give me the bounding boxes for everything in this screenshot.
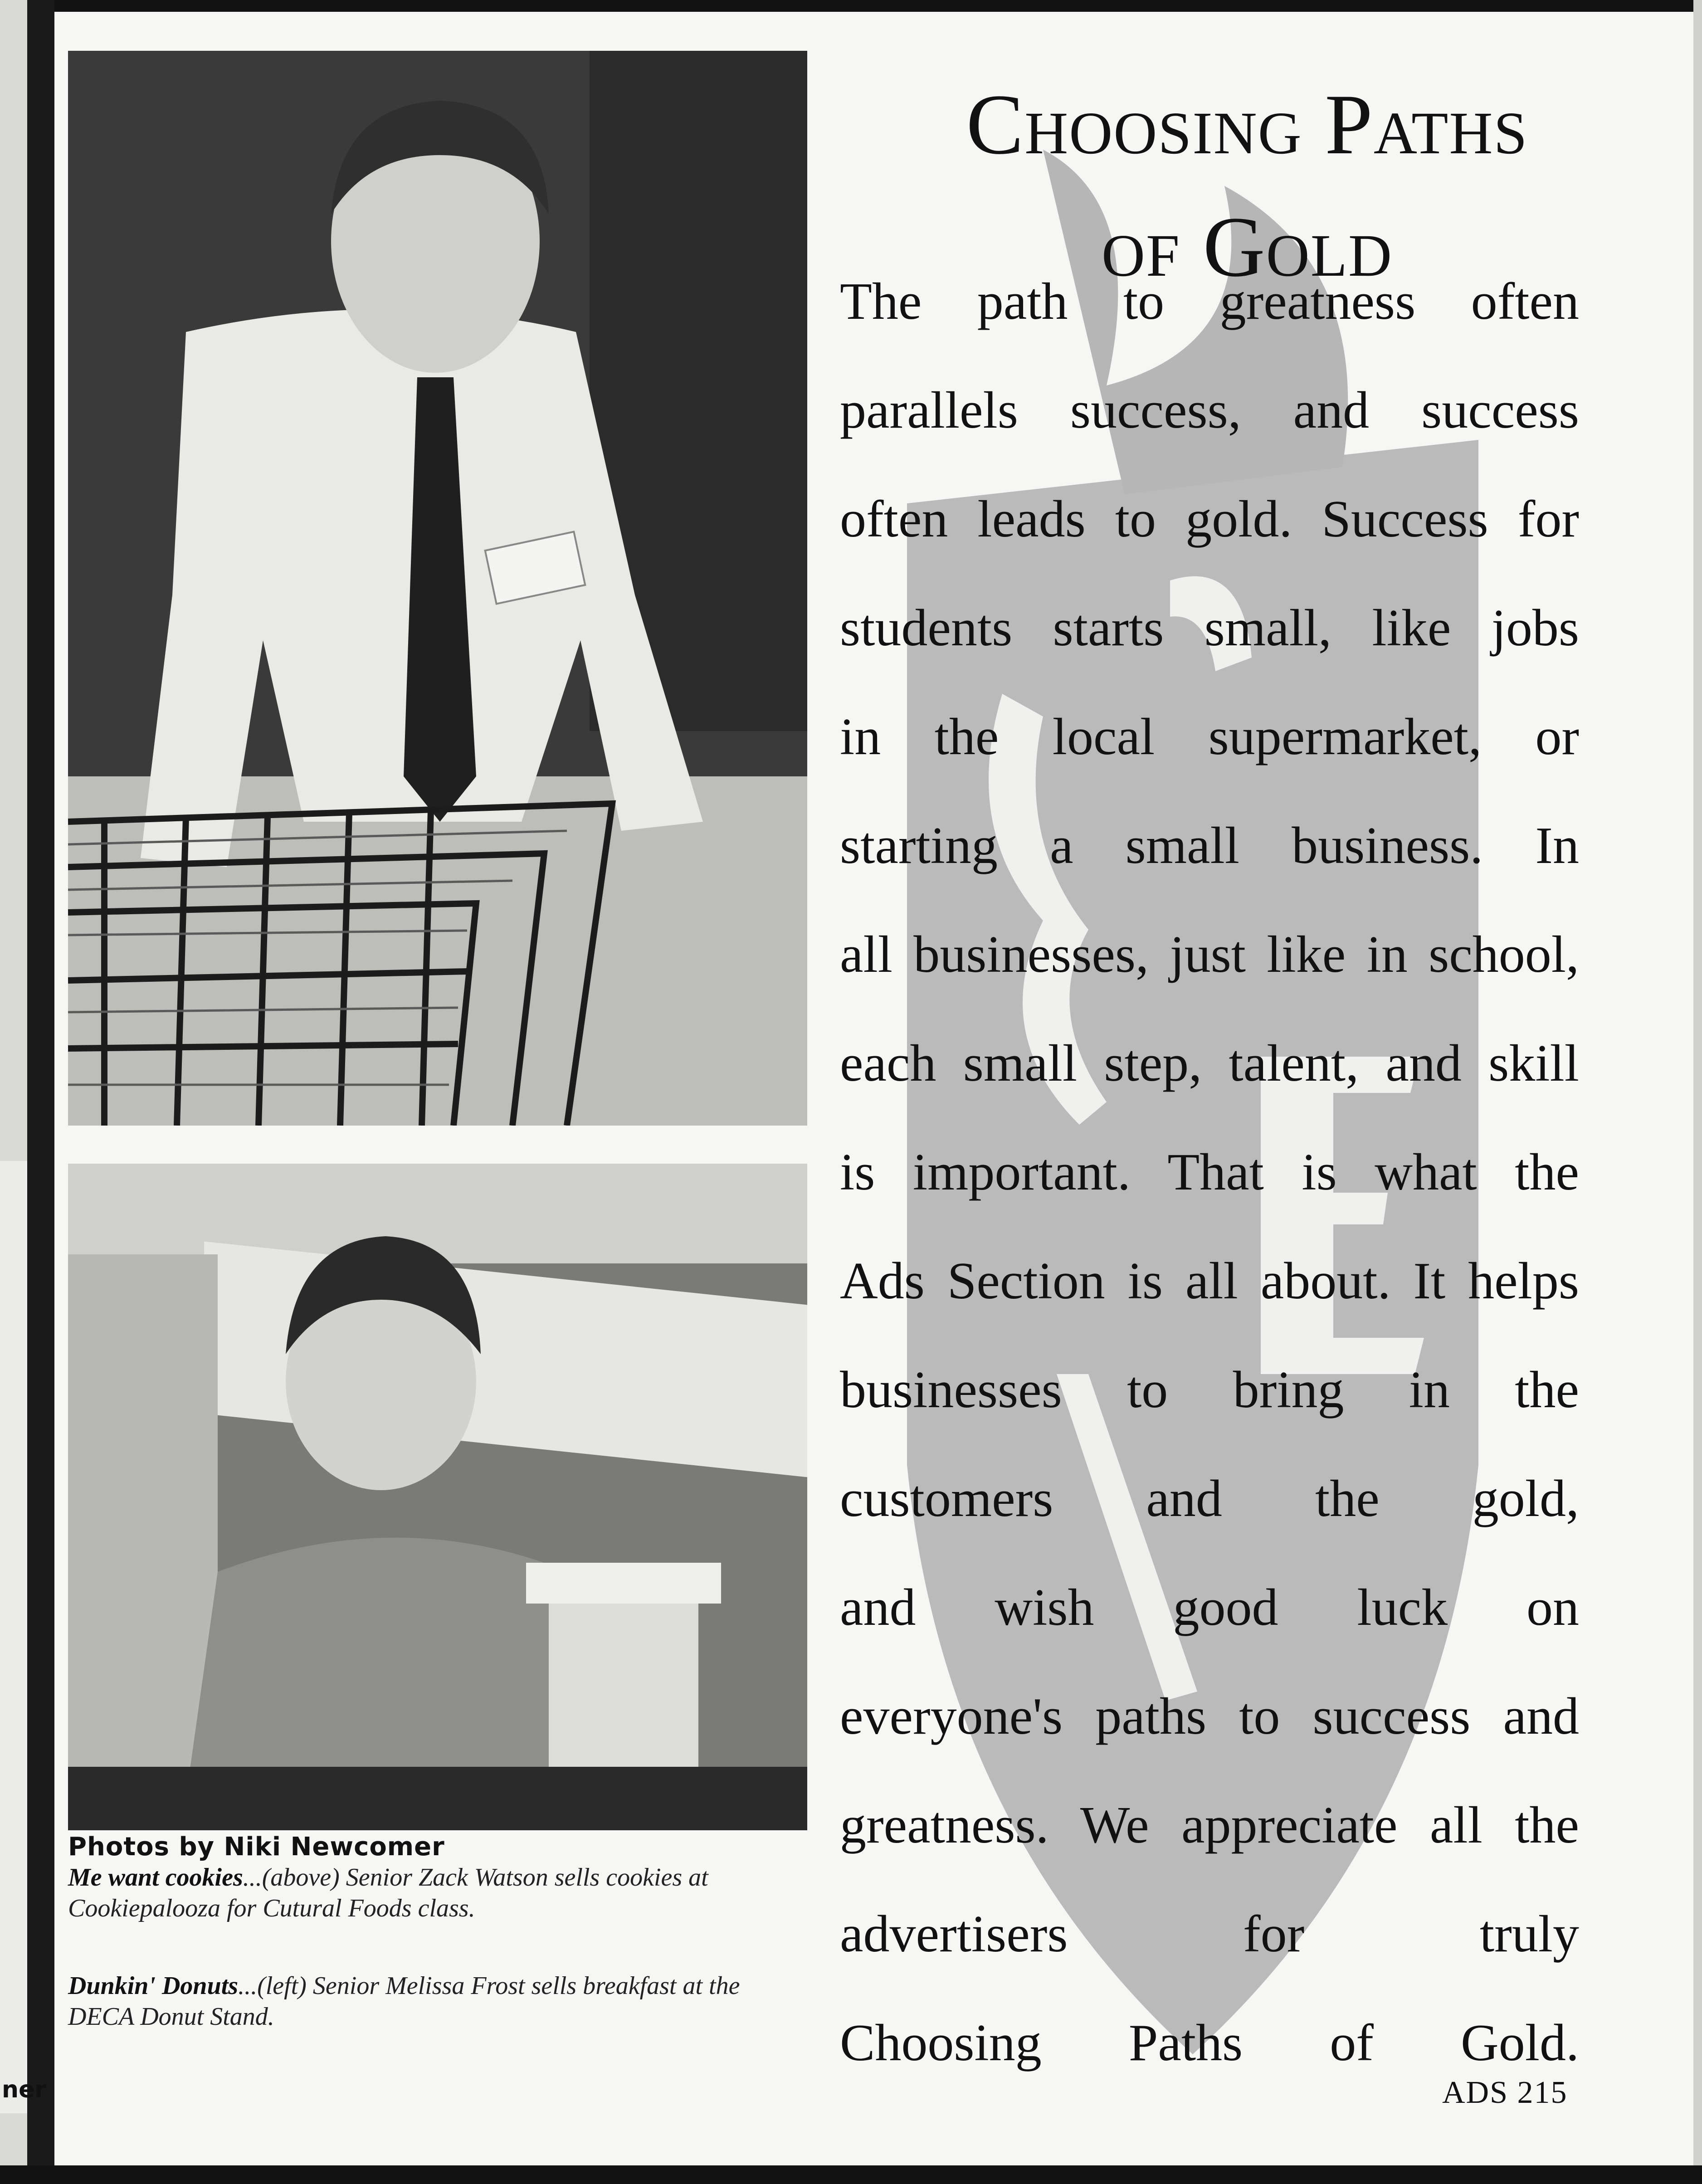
body-line: students starts small, like jobs bbox=[840, 599, 1579, 657]
title-line-2: of Gold bbox=[1101, 200, 1393, 295]
caption-text: ...(left) Senior Melissa Frost sells breakfast at the DECA Donut Stand. bbox=[68, 1972, 740, 2031]
facing-page-text-fragment: ner bbox=[2, 2076, 46, 2103]
body-line: The path to greatness often bbox=[840, 273, 1579, 331]
body-line: each small step, talent, and skill bbox=[840, 1034, 1579, 1092]
title-line-1: Choosing Paths bbox=[966, 77, 1528, 172]
body-line: in the local supermarket, or bbox=[840, 708, 1579, 766]
body-line: Choosing Paths of Gold. bbox=[840, 2014, 1579, 2072]
body-text bbox=[840, 247, 1579, 2097]
body-line: advertisers for truly bbox=[840, 1905, 1579, 1963]
body-line: greatness. We appreciate all the bbox=[840, 1796, 1579, 1854]
body-line: everyone's paths to success and bbox=[840, 1687, 1579, 1745]
photo-top-illustration bbox=[68, 51, 807, 1126]
body-line: Ads Section is all about. It helps bbox=[840, 1252, 1579, 1310]
page-number: ADS 215 bbox=[1442, 2075, 1568, 2110]
caption-lead: Dunkin' Donuts bbox=[68, 1972, 239, 2000]
body-line: businesses to bring in the bbox=[840, 1361, 1579, 1419]
photo-student-at-stand bbox=[68, 1164, 807, 1830]
caption-text: ...(above) Senior Zack Watson sells cookies at Cookiepalooza for Cutural Foods class. bbox=[68, 1863, 708, 1922]
body-line: is important. That is what the bbox=[840, 1143, 1579, 1201]
photo-credit: Photos by Niki Newcomer bbox=[68, 1832, 445, 1862]
body-line: parallels success, and success bbox=[840, 381, 1579, 439]
scan-edge-bottom bbox=[0, 2165, 1702, 2184]
body-line: all businesses, just like in school, bbox=[840, 926, 1579, 984]
scan-edge-right bbox=[1693, 0, 1702, 2184]
scan-edge-top bbox=[0, 0, 1702, 12]
caption-lead: Me want cookies bbox=[68, 1863, 243, 1892]
photo-student-with-carts bbox=[68, 51, 807, 1126]
photo-bottom-illustration bbox=[68, 1164, 807, 1830]
body-line: and wish good luck on bbox=[840, 1579, 1579, 1637]
caption-cookies bbox=[68, 1862, 812, 1924]
caption-donuts bbox=[68, 1970, 812, 2032]
facing-page-fragment bbox=[0, 1161, 27, 2113]
body-line: customers and the gold, bbox=[840, 1470, 1579, 1528]
body-line: often leads to gold. Success for bbox=[840, 490, 1579, 548]
body-line: starting a small business. In bbox=[840, 817, 1579, 875]
